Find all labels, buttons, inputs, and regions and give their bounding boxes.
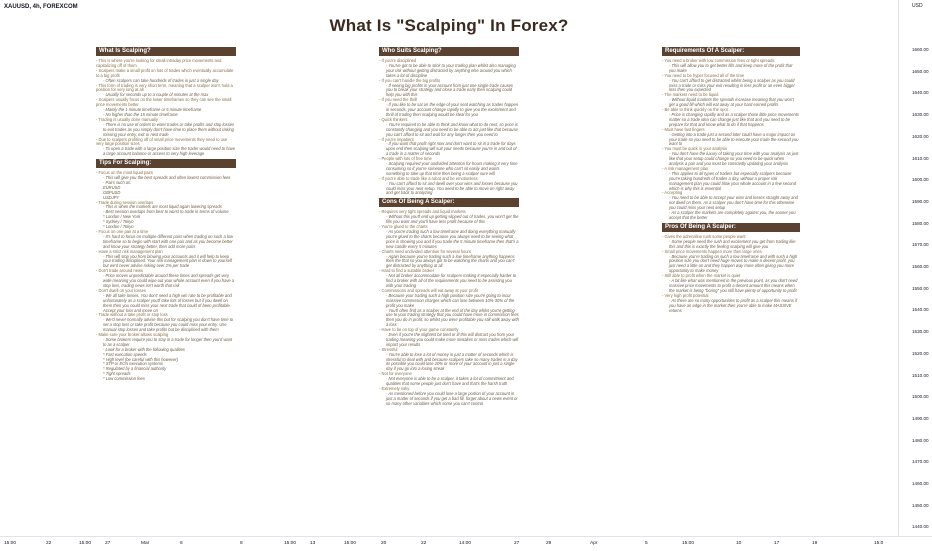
bullet-item: - You're glued to the charts — [379, 224, 428, 230]
sub-bullet-item: - Getting into a trade just a second later could have a major impact on your trade so you need to be able to execute your trade the second you want to — [669, 131, 800, 147]
price-tick-label: 1650.00 — [912, 68, 929, 74]
sub-bullet-item: - Best session overlaps from best to worst to trade in terms of volume — [103, 209, 229, 215]
time-tick-label: 15:0 — [874, 541, 884, 546]
bullet-item: - A risk management plan — [662, 165, 709, 171]
sub-bullet-item: - As you're trading such a low timeframe and doing everything manually you're glued to the charts because you always need to be seeing what price is showing you and if you trade the 5 minute timeframe then that's a new candle every 5 minutes — [386, 229, 520, 249]
sub-bullet-item: - You need to be able to accept your wins and losses straight away and not dwell on them. As a scalper you don't have time for this otherwise you could miss your next setup — [669, 195, 800, 211]
sub-bullet-item: - No higher than the 15 minute timeframe — [103, 111, 178, 117]
sub-bullet-item: - You don't have the luxury of taking your time with your analysis as just like that your setup could change so you need to be quick when analysis a pair and you must be constantly updating your analysis — [669, 151, 800, 167]
time-tick-label: 19 — [812, 541, 818, 546]
sub-bullet-item: - You can't afford to sit and dwell over your wins and losses because you could miss your next setup. You need to be able to move on right away and get back to analyzing — [386, 180, 519, 196]
currency-label: USD — [912, 3, 923, 9]
price-tick-label: 1500.00 — [912, 394, 929, 400]
price-tick-label: 1580.00 — [912, 220, 929, 226]
bullet-item: - Stressful — [379, 346, 398, 352]
sub-bullet-item: USDJPY — [103, 194, 120, 200]
bullet-item: - You must be quick in your analysis — [662, 146, 728, 152]
sub-bullet-item: * Fast execution speeds — [103, 351, 147, 357]
time-tick-label: 22 — [46, 541, 52, 546]
price-tick-label: 1470.00 — [912, 459, 929, 465]
sub-bullet-item: - As a scalper the markets are completely against you, the sooner you accept that the better — [669, 210, 797, 220]
bullet-item: - If you're disciplined — [379, 58, 417, 63]
sub-bullet-item: - Mainly the 1 minute timeframe or 5 minute timeframe — [103, 107, 202, 113]
price-tick-label: 1610.00 — [912, 155, 929, 161]
sub-bullet-item: - If you like to be sat on the edge of your seat watching as trades happen in seconds, your account change rapidly to give you the excitement and thrill of trading then scalping would be ideal for you — [386, 102, 520, 117]
bullet-item: - Scalpers make a small profit on lots of trades which eventually accumulate to a big profit — [96, 67, 235, 78]
price-tick-label: 1620.00 — [912, 133, 929, 139]
sub-bullet-item: - Without this you'll end up getting slipped out of trades, you won't get the fills you want and you'll have less profit because of this — [386, 214, 520, 225]
section-header: Pros Of Being A Scalper: — [662, 223, 800, 232]
price-tick-label: 1490.00 — [912, 415, 929, 421]
column-what-is-scalping — [96, 45, 236, 382]
sub-bullet-item: EURUSD — [103, 184, 121, 190]
time-tick-label: 29 — [546, 541, 552, 546]
bullet-item: - If you need the thrill — [379, 97, 418, 103]
sub-bullet-item: - If seeing big profits in your account from just one single trade causes you to break your strategy and close a trade early then scalping could help you with this — [386, 82, 515, 98]
bullet-item: - Trading is usually done manually — [96, 116, 158, 122]
sub-bullet-item: * London / New York — [103, 214, 141, 220]
time-tick-label: 13 — [310, 541, 316, 546]
sub-bullet-item: - If you want that profit right now and don't want to sit in a trade for days upon end then scalping will suit your needs because you're in and out of a trade in a matter of seconds — [386, 141, 518, 157]
price-tick-label: 1590.00 — [912, 198, 929, 204]
section-header: Requirements Of A Scalper: — [662, 47, 800, 56]
sub-bullet-item: * STP or ECN execution systems — [103, 361, 163, 367]
sub-bullet-item: - We all take losses. You don't need a high win rate to be profitable and unfortunately as a scalper you'll take lots of losses but if you dwell on them then you could miss your next trade that could of been profitable. Accept your loss and move on — [103, 292, 233, 313]
bullet-item: - If you're able to trade like a robot and be emotionless — [379, 175, 478, 181]
bullet-item: - Be able to think quickly on the spot — [662, 107, 728, 113]
bullet-item: - Scalpers usually focus on the lower timeframes so they can see the small price movements better — [96, 97, 233, 108]
bullet-item: - Focus on one pair at a time — [96, 229, 149, 234]
bullet-item: - Quick thinkers — [379, 116, 408, 122]
time-tick-label: 20 — [381, 541, 387, 546]
bullet-item: - Don't dwell on your losses — [96, 287, 146, 293]
bullet-item: - If you can't handle the big profits — [379, 77, 441, 83]
bullet-item: - Still able to profit when the market is quiet — [662, 273, 741, 279]
sub-bullet-item: - As mentioned before you could lose a large portion of your account in just a matter of seconds if you get a bad fill, forget about a news event or so many other variables which some you can't control — [386, 390, 519, 406]
bullet-item: - Have a strict risk management plan — [96, 248, 163, 254]
time-tick-label: 5 — [645, 541, 648, 546]
price-tick-label: 1440.00 — [912, 524, 929, 530]
time-tick-label: 14:00 — [459, 541, 472, 546]
bullet-item: - This is where you're looking for small intraday price movements and capitalizing off of them — [96, 58, 223, 68]
sub-bullet-item: * Sydney / Tokyo — [103, 219, 134, 225]
sub-bullet-item: - This will give you the best spreads and often lowest commission fees — [103, 175, 231, 181]
sub-bullet-item: * London / Tokyo — [103, 224, 134, 230]
sub-bullet-item: - It's hard to focus on multiple different pairs when trading on such a low timeframe so to begin with start with one pair and as you become better and know your strategy better, then add more pairs — [103, 233, 235, 249]
sub-bullet-item: - We'd never normally advise this but for scalping you don't have time to set a stop loss or take profit because you could miss your entry. Use manual stop losses and take profits but be disciplined with them — [103, 317, 235, 333]
sub-bullet-item: - Scalping required your undivided attention for hours making it very time consuming so if you're someone who can't sit easily and wants something to take up that time then being a scalper sure will — [386, 161, 519, 176]
section-header: Cons Of Being A Scalper: — [379, 198, 519, 207]
bullet-item: - Charts need undivided attention for several hours — [379, 248, 471, 254]
bullet-item: - Due to scalpers profiting off of small price movements they need to use very large position sizes — [96, 136, 229, 147]
price-tick-label: 1460.00 — [912, 481, 929, 486]
page-title: What Is "Scalping" In Forex? — [329, 16, 569, 35]
bullet-item: - Focus on the most liquid pairs — [96, 170, 153, 176]
bullet-item: - This form of trading is very short term, meaning that a scalper won't hold a position for very long at all — [96, 82, 234, 93]
time-tick-label: 15:00 — [4, 541, 17, 546]
sub-bullet-item: - Price moves unpredictable around these times and spreads get very wide meaning you could wipe out your whole account even if you have a stop loss, trading news isn't worth that risk — [103, 273, 236, 288]
sub-bullet-item: * Low commission fees — [103, 376, 145, 382]
sub-bullet-item: - You can't afford to get distracted whilst being a scalper as you could miss a trade or miss your exit resulting in less profit or an even bigger loss then you expected — [669, 77, 796, 93]
bullet-item: - Trade during session overlaps — [96, 199, 154, 205]
sub-bullet-item: * Tight spreads — [103, 371, 131, 377]
price-tick-label: 1510.00 — [912, 372, 929, 378]
sub-bullet-item: - Not everyone is able to be a scalper, it takes a lot of commitment and qualities that some people just don't have and that's the harsh truth — [386, 376, 515, 387]
sub-bullet-item: * Regulated by a financial authority — [103, 366, 167, 372]
bullet-item: - Requires very tight spreads and liquid markets — [379, 209, 466, 215]
price-tick-label: 1480.00 — [912, 437, 929, 443]
sub-bullet-item: - Because you're trading on such a low timeframe and with such a high position size you don't need huge moves to make a decent profit, you just need a little on and they happen way more often giving you more opportunity to make money — [669, 253, 799, 274]
bullet-item: - Very high profit potential — [662, 292, 709, 298]
sub-bullet-item: - Because your trading such a high position size you're going to incur massive commission charges which can lose between 10%-30% of the profit you make — [386, 292, 516, 308]
sub-bullet-item: - You're able to lose a lot of money in just a matter of seconds which is stressful to deal with and because scalpers take so many trades in a day its possible you could lose 20% or more of your account in just a single day if you go into a losing streak — [386, 351, 519, 372]
time-tick-label: 15:00 — [344, 541, 357, 546]
price-tick-label: 1520.00 — [912, 350, 929, 356]
bullet-item: - You need to be hyper focused all of the time — [662, 72, 745, 78]
time-tick-label: 27 — [105, 541, 111, 546]
bullet-item: - Hard to find a suitable broker — [379, 268, 435, 274]
section-header: Who Suits Scalping? — [379, 47, 519, 56]
sub-bullet-item: - To open a trade with a large position size the trader would need to have a large account balance or access to very high leverage — [103, 146, 237, 157]
bullet-item: - Not for everyone — [379, 371, 412, 377]
sub-bullet-item: - Again because you're trading such a low timeframe anything happens then the that so you always got to be watching the charts and you can't get distracted by anything at all — [386, 253, 516, 269]
price-tick-label: 1630.00 — [912, 112, 929, 118]
sub-bullet-item: * High level (be careful with this however) — [103, 356, 179, 362]
bullet-item: - Must have fast fingers — [662, 126, 705, 132]
bullet-item: - Commissions and spreads will eat away at your profit — [379, 287, 478, 293]
sub-bullet-item: - A bit like what was mentioned in the previous point, as you don't need massive price movements to profit a decent amount this means when the market is being "boring" you still have plenty of opportunity to profit — [669, 278, 799, 293]
symbol-label: XAUUSD, 4h, FOREXCOM — [4, 4, 78, 10]
sub-bullet-item: - You'll often find as a scalper at the end of the day whilst you're getting use to your trading strategy that you could have more in commission fees then you do in profit, so whilst you were profitable you still walk away with a loss — [386, 307, 521, 328]
bullet-item: - Make sure your broker allows scalping — [96, 332, 169, 338]
column-requirements-scalper — [662, 45, 800, 313]
sub-bullet-item: - You've got to be able to stick to your trading plan whilst also managing your risk without getting distracted by anything else around you which takes a lot of discipline — [386, 62, 517, 78]
sub-bullet-item: - Even if you're the slightest bit tired or ill this will distract you from your trading meaning you could make more mistakes or miss trades which will impact your results — [386, 332, 520, 347]
time-tick-label: Mar — [141, 541, 150, 546]
bullet-item: - People with lots of free time — [379, 156, 432, 162]
section-header: What Is Scalping? — [96, 47, 236, 56]
bullet-item: - The markets need to be liquid — [662, 92, 719, 98]
bullet-item: - Trade without a take profit or stop loss — [96, 312, 168, 318]
sub-bullet-item: - This is when the markets are most liquid again lowering spreads — [103, 204, 222, 210]
sub-bullet-item: - Some people need the rush and excitement you get from trading like this and this is exactly the feeling scalping will give you — [669, 238, 797, 249]
price-tick-label: 1450.00 — [912, 502, 929, 508]
sub-bullet-item: - Pairs such as: — [103, 179, 132, 185]
sub-bullet-item: - You're required to be able to think and know what to do next, so price is constantly changing and you need to be able to act just like that because you can't afford to sit and wait for any longer then you need to — [386, 121, 519, 137]
bullet-item: - Small price movements happen more then large ones — [662, 248, 762, 254]
bullet-item: - Gives the adrenaline rush some people want — [662, 233, 746, 239]
bullet-item: - You need a broker with low commission fees or tight spreads — [662, 58, 775, 63]
price-tick-label: 1540.00 — [912, 307, 929, 313]
time-tick-label: Apr — [590, 541, 598, 546]
sub-bullet-item: - Look for a broker with the following qualities — [103, 346, 185, 352]
time-tick-label: 15:00 — [682, 541, 695, 546]
bullet-item: - If you're impatient — [379, 136, 414, 142]
bullet-item: - Don't trade around news — [96, 268, 143, 274]
time-tick-label: 10 — [736, 541, 742, 546]
sub-bullet-item: - Usually for seconds up to a couple of minutes at the max — [103, 92, 209, 98]
price-tick-label: 1600.00 — [912, 177, 929, 183]
time-tick-label: 8 — [240, 541, 243, 546]
price-tick-label: 1530.00 — [912, 329, 929, 335]
sub-bullet-item: - Not all broker accommodate for scalpers making it especially harder to find a broker with all of the requirements you need to be assisting you with your trading — [386, 273, 518, 288]
sub-bullet-item: - This applies to all types of traders but especially scalpers because you're taking hundreds of trades a day, without a proper risk management plan you could blow your whole account in a few second which is why this is essential — [669, 170, 798, 191]
price-tick-label: 1640.00 — [912, 90, 929, 96]
price-tick-label: 1660.00 — [912, 47, 929, 52]
sub-bullet-item: GBPUSD — [103, 189, 121, 195]
sub-bullet-item: - This will stop you from blowing your accounts and it will help to keep your trading disciplined. Your risk management plan is down to yourself but we'd never advise risking over 2% per trade — [103, 253, 234, 269]
price-tick-label: 1570.00 — [912, 242, 929, 248]
time-tick-label: 6 — [180, 541, 183, 546]
time-tick-label: 17 — [774, 541, 780, 546]
section-header: Tips For Scalping: — [96, 159, 236, 168]
sub-bullet-item: - As there are so many opportunities to profit as a scalper this means if you have an edge in the market then you're able to make MASSIVE returns — [669, 297, 799, 313]
price-tick-label: 1550.00 — [912, 285, 929, 291]
time-tick-label: 27 — [514, 541, 520, 546]
time-tick-label: 15:00 — [79, 541, 92, 546]
time-tick-label: 22 — [421, 541, 427, 546]
time-tick-label: 15:00 — [284, 541, 297, 546]
sub-bullet-item: - There is no use of orders to enter trades or take profits and stop losses to exit trades as you simply don't have time to place them without risking missing your entry, exit or next trade — [103, 121, 236, 137]
price-tick-label: 1560.00 — [912, 264, 929, 269]
column-who-suits-scalping — [379, 45, 519, 407]
sub-bullet-item: - Price is changing rapidly and as a scalper those little price movements matter so a trade idea can change just like that and you need to be prepare for that and know what to do if that happens — [669, 111, 801, 127]
bullet-item: - Extremely risky — [379, 386, 410, 391]
sub-bullet-item: - This will allow you to get better fills and keep more of the profit that you make — [669, 62, 794, 73]
sub-bullet-item: - Some brokers require you to stay in a trade for longer then you'd want to as a scalper — [103, 336, 234, 347]
bullet-item: - Accepting — [662, 190, 683, 196]
sub-bullet-item: - Without liquid markets the spreads increase meaning that you won't get a good fill which will eat away at your hard earned profits — [669, 97, 796, 108]
bullet-item: - Have to be on top of your game constantly — [379, 327, 459, 333]
sub-bullet-item: - Often scalpers can take hundreds of trades in just a single day — [103, 77, 219, 83]
